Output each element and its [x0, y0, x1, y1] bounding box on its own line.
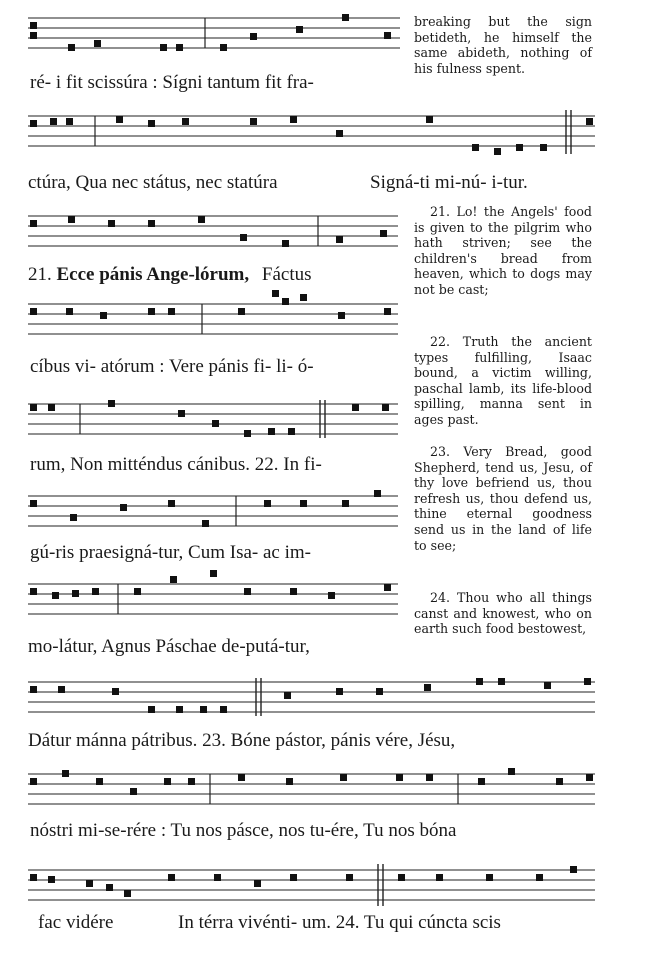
chant-system-7: [0, 568, 400, 668]
translation-verse-22: 22. Truth the ancient types fulfilling, Isaac bound, a victim willing, paschal lamb, its life-blood spilling, manna sent in ages past.: [414, 334, 592, 427]
translation-continuation: breaking but the sign betideth, he himself the same abideth, nothing of his fulness spent.: [414, 14, 592, 76]
chant-system-4: [0, 290, 400, 390]
chant-system-3: [0, 200, 400, 285]
chant-system-5: [0, 390, 400, 490]
translation-verse-24: 24. Thou who all things canst and knowest, who on earth such food bestowest,: [414, 590, 592, 637]
translation-verse-23: 23. Very Bread, good Shepherd, tend us, Jesu, of thy love befriend us, thou refresh us, thou defend us, thine eternal goodness send us in the land of life to see;: [414, 444, 592, 553]
staff-1: [0, 0, 400, 70]
lyric-line-8: Dátur mánna pátribus. 23. Bóne pástor, pánis vére, Jésu,: [28, 730, 456, 751]
staff-2: [0, 100, 595, 180]
staff-3: [0, 200, 400, 260]
chant-system-2: [0, 100, 595, 200]
hymn-incipit: Ecce pánis Ange-lórum,: [56, 264, 250, 285]
lyric-line-3-end: Fáctus: [261, 264, 312, 285]
staff-10: [0, 856, 595, 916]
staff-5: [0, 390, 400, 450]
chant-system-9: [0, 760, 595, 860]
chant-system-8: [0, 668, 595, 768]
chant-system-6: [0, 480, 400, 580]
lyric-line-4: cíbus vi- atórum : Vere pánis fi- li- ó-: [30, 356, 314, 377]
staff-9: [0, 760, 595, 820]
staff-4: [0, 290, 400, 350]
staff-8: [0, 668, 595, 728]
lyric-line-1: ré- i fit scissúra : Sígni tantum fit fra-: [30, 72, 314, 93]
lyric-line-10a: fac vidére: [38, 912, 114, 933]
staff-6: [0, 480, 400, 540]
staff-7: [0, 568, 400, 628]
lyric-line-10b: In térra vivénti- um. 24. Tu qui cúncta scis: [178, 912, 501, 933]
lyric-line-3: [28, 264, 312, 286]
lyric-line-7: mo-látur, Agnus Páschae de-putá-tur,: [28, 636, 310, 657]
lyric-line-6: gú-ris praesigná-tur, Cum Isa- ac im-: [30, 542, 311, 563]
chant-system-1: [0, 0, 400, 100]
lyric-line-5: rum, Non mitténdus cánibus. 22. In fi-: [30, 454, 322, 475]
translation-verse-21: 21. Lo! the Angels' food is given to the pilgrim who hath striven; see the children's bread from heaven, which to dogs may not be cast;: [414, 204, 592, 297]
lyric-line-9: nóstri mi-se-rére : Tu nos pásce, nos tu-ére, Tu nos bóna: [30, 820, 457, 841]
chant-system-10: [0, 856, 595, 954]
lyric-line-2b: Signá-ti mi-nú- i-tur.: [370, 172, 528, 193]
verse-number-21: 21.: [28, 264, 52, 285]
lyric-line-2a: ctúra, Qua nec státus, nec statúra: [28, 172, 278, 193]
